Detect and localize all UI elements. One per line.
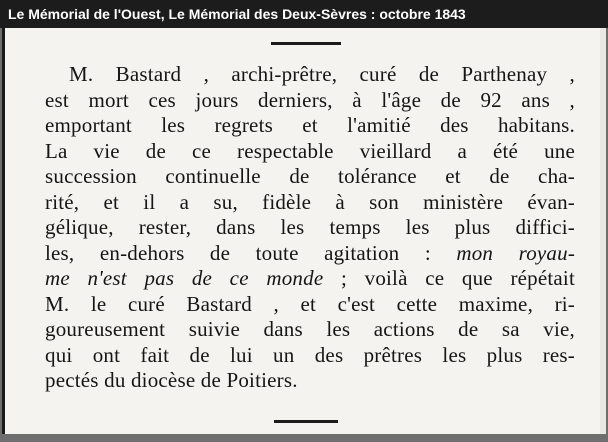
line-text: ; voilà ce que répétait — [323, 266, 575, 290]
italic-quote: me n'est pas de ce monde — [45, 266, 324, 290]
italic-quote: mon royau- — [456, 240, 576, 265]
article-line — [45, 292, 575, 318]
line-text: est mort ces jours derniers, à l'âge de 92 ans , — [45, 87, 575, 112]
document-title: Le Mémorial de l'Ouest, Le Mémorial des Deux-Sèvres : octobre 1843 — [0, 0, 608, 28]
line-text: goureusement suivie dans les actions de sa vie, — [45, 317, 575, 341]
line-text: La vie de ce respectable vieillard a été une — [45, 138, 575, 163]
article-line — [45, 215, 575, 241]
article-line — [45, 368, 575, 394]
line-text: qui ont fait de lui un des prêtres les plus res- — [45, 342, 575, 367]
line-text: succession continuelle de tolérance et de cha- — [45, 164, 575, 188]
line-text: rité, et il a su, fidèle à son ministère évan- — [45, 189, 575, 214]
article-line — [45, 317, 575, 343]
article-text — [45, 62, 575, 394]
newspaper-clipping — [2, 28, 606, 434]
article-line — [45, 190, 575, 216]
line-text: gélique, rester, dans les temps les plus diffici- — [45, 215, 575, 239]
bottom-separator-rule — [274, 420, 338, 423]
article-line — [45, 241, 575, 267]
article-line — [45, 164, 575, 190]
line-text: emportant les regrets et l'amitié des habitans. — [45, 113, 575, 137]
line-text: M. Bastard , archi-prêtre, curé de Parthenay , — [69, 62, 575, 86]
article-line — [45, 113, 575, 139]
article-line — [45, 343, 575, 369]
article-line — [45, 139, 575, 165]
clipping-edge — [600, 28, 606, 434]
top-separator-rule — [271, 42, 341, 45]
article-line — [45, 62, 575, 88]
line-text: M. le curé Bastard , et c'est cette maxime, ri- — [45, 291, 575, 316]
article-line — [45, 88, 575, 114]
line-text: les, en-dehors de toute agitation : — [45, 240, 457, 265]
article-line — [45, 266, 575, 292]
line-text: pectés du diocèse de Poitiers. — [45, 368, 298, 392]
